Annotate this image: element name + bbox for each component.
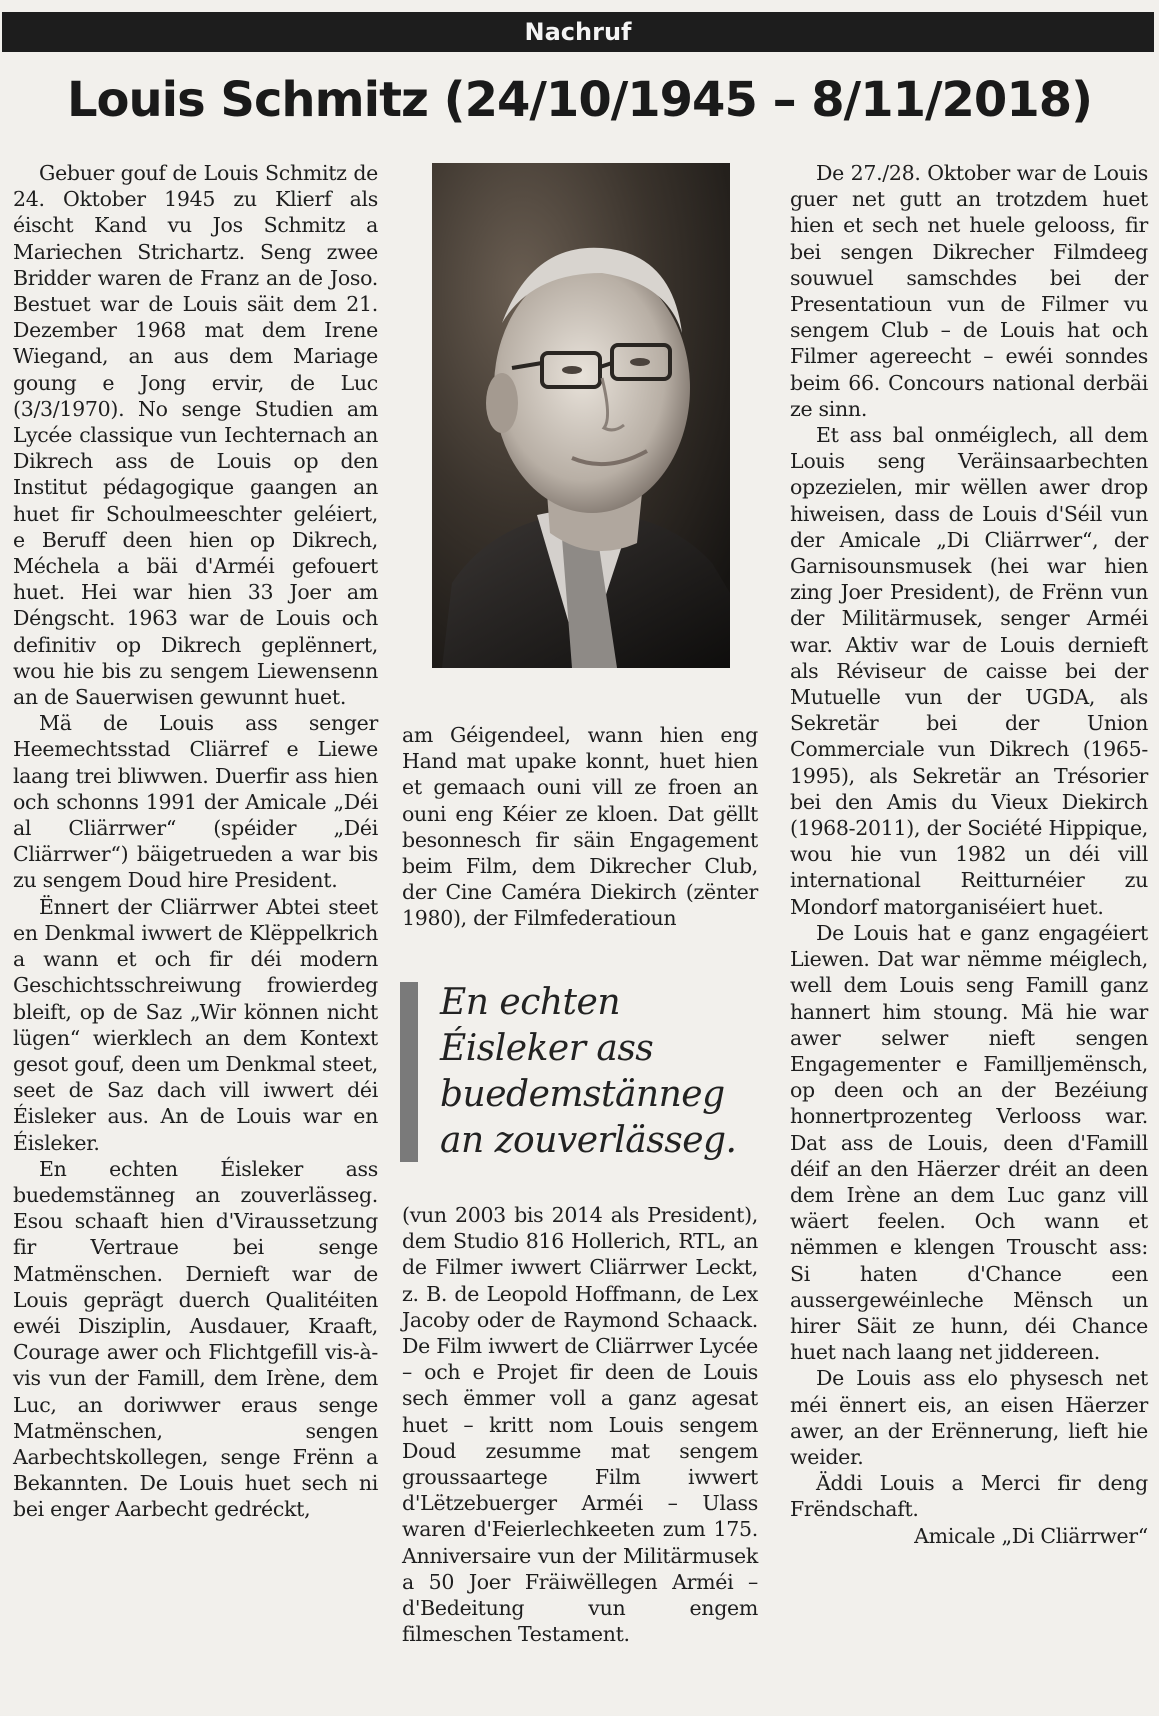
column-1 [13,160,378,1523]
quote-bar [400,982,418,1162]
portrait-illustration [432,163,730,668]
paragraph: De Louis ass elo physesch net méi ënnert eis, an eisen Häerzer awer, an der Erënnerung, lieft hie weider. [790,1366,1148,1469]
portrait-photo [432,163,730,668]
paragraph: De 27./28. Oktober war de Louis guer net gutt an trotzdem huet hien et sech net huele gelooss, fir bei sengen Dikrecher Filmdeeg souwuel samschdes bei der Presentatioun vun de Filmer vu sengem Club – de Louis hat och Filmer agereecht – ewéi sonndes beim 66. Concours national derbäi ze sinn. [790,161,1148,421]
paragraph: Ënnert der Cliärrwer Abtei steet en Denkmal iwwert de Klëppelkrich a wann et och fir déi modern Geschichtsschreiwung frowierdeg bleift, op de Saz „Wir können nicht lügen“ wierklech an dem Kontext gesot gouf, deen um Denkmal steet, seet de Saz dach vill iwwert déi Éisleker aus. An de Louis war en Éisleker. [13,894,378,1155]
paragraph: am Géigendeel, wann hien eng Hand mat upake konnt, huet hien et gemaach ouni vill ze froen an ouni eng Kéier ze kloen. Dat gëllt besonnesch fir säin Engagement beim Film, dem Dikrecher Club, der Cine Caméra Diekirch (zënter 1980), der Filmfederatioun [402,723,758,931]
paragraph: Äddi Louis a Merci fir deng Frëndschaft. [790,1471,1148,1522]
pull-quote [400,980,760,1165]
paragraph: Gebuer gouf de Louis Schmitz de 24. Oktober 1945 zu Klierf als éischt Kand vu Jos Schmitz a Mariechen Strichartz. Seng zwee Bridder waren de Franz an de Joso. Bestuet war de Louis säit dem 21. Dezember 1968 mat dem Irene Wiegand, an aus dem Mariage goung e Jong ervir, de Luc (3/3/1970). No senge Studien am Lycée classique vun Iechternach an Dikrech ass de Louis op den Institut pédagogique gaangen an huet fir Schoulmeeschter geléiert, e Beruff deen hien op Dikrech, Méchela a bäi d'Arméi gefouert huet. Hei war hien 33 Joer am Déngscht. 1963 war de Louis och definitiv op Dikrech geplënnert, wou hie bis zu sengem Liewensenn an de Sauerwisen gewunnt huet. [13,161,378,710]
column-2-bottom [402,1202,758,1647]
paragraph: Mä de Louis ass senger Heemechtsstad Cliärref e Liewe laang trei bliwwen. Duerfir ass hien och schonns 1991 der Amicale „Déi al Cliärrwer“ (spéider „Déi Cliärrwer“) bäigetrueden a war bis zu sengem Doud hire President. [13,711,378,893]
paragraph: De Louis hat e ganz engagéiert Liewen. Dat war nëmme méiglech, well dem Louis seng Famill ganz hannert him stoung. Mä hie war awer selwer nieft sengen Engagementer e Familljemënsch, op deen och an der Bezéiung honnertprozenteg Verlooss war. Dat ass de Louis, deen d'Famill déif an den Häerzer dréit an deen dem Irène an dem Luc ganz vill wäert feelen. Och wann et nëmmen e klengen Trouscht ass: Si haten d'Chance een aussergewéinleche Mënsch un hirer Säit ze hunn, déi Chance huet nach laang net jiddereen. [790,920,1148,1365]
column-2-top [402,722,758,932]
section-label: Nachruf [2,12,1154,52]
signature: Amicale „Di Cliärrwer“ [914,1523,1148,1548]
paragraph: (vun 2003 bis 2014 als President), dem Studio 816 Hollerich, RTL, an de Filmer iwwert Cliärrwer Leckt, z. B. de Leopold Hoffmann, de Lex Jacoby oder de Raymond Schaack. De Film iwwert de Cliärrwer Lycée – och e Projet fir deen de Louis sech ëmmer voll a ganz agesat huet – kritt nom Louis sengem Doud zesumme mat sengem groussaartege Film iwwert d'Lëtzebuerger Arméi – Ulass waren d'Feierlechkeeten zum 175. Anniversaire vun der Militärmusek a 50 Joer Fräiwëllegen Arméi – d'Bedeitung vun engem filmeschen Testament. [402,1203,758,1647]
column-3 [790,160,1148,1549]
headline: Louis Schmitz (24/10/1945 – 8/11/2018) [66,72,1093,128]
paragraph: Et ass bal onméiglech, all dem Louis seng Veräinsaarbechten opzezielen, mir wëllen awer drop hiweisen, dass de Louis d'Séil vun der Amicale „Di Cliärrwer“, der Garnisounsmusek (hei war hien zing Joer President), de Frënn vun der Militärmusek, senger Arméi war. Aktiv war de Louis dernieft als Réviseur de caisse bei der Mutuelle vun der UGDA, als Sekretär bei der Union Commerciale vun Dikrech (1965-1995), als Sekretär an Trésorier bei den Amis du Vieux Diekirch (1968-2011), der Société Hippique, wou hie vun 1982 un déi vill international Reitturnéier zu Mondorf matorganiséiert huet. [790,423,1148,919]
paragraph: En echten Éisleker ass buedemstänneg an zouverlässeg. Esou schaaft hien d'Viraussetzung fir Vertraue bei senge Matmënschen. Dernieft war de Louis geprägt duerch Qualitéiten ewéi Disziplin, Ausdauer, Kraaft, Courage awer och Flichtgefill vis-à-vis vun der Famill, dem Irène, dem Luc, an doriwwer eraus senge Matmënschen, sengen Aarbechtskollegen, senge Frënn a Bekannten. De Louis huet sech ni bei enger Aarbecht gedréckt, [13,1156,378,1522]
pull-quote-text: En echten Éisleker ass buedemstänneg an zouverlässeg. [440,982,737,1161]
